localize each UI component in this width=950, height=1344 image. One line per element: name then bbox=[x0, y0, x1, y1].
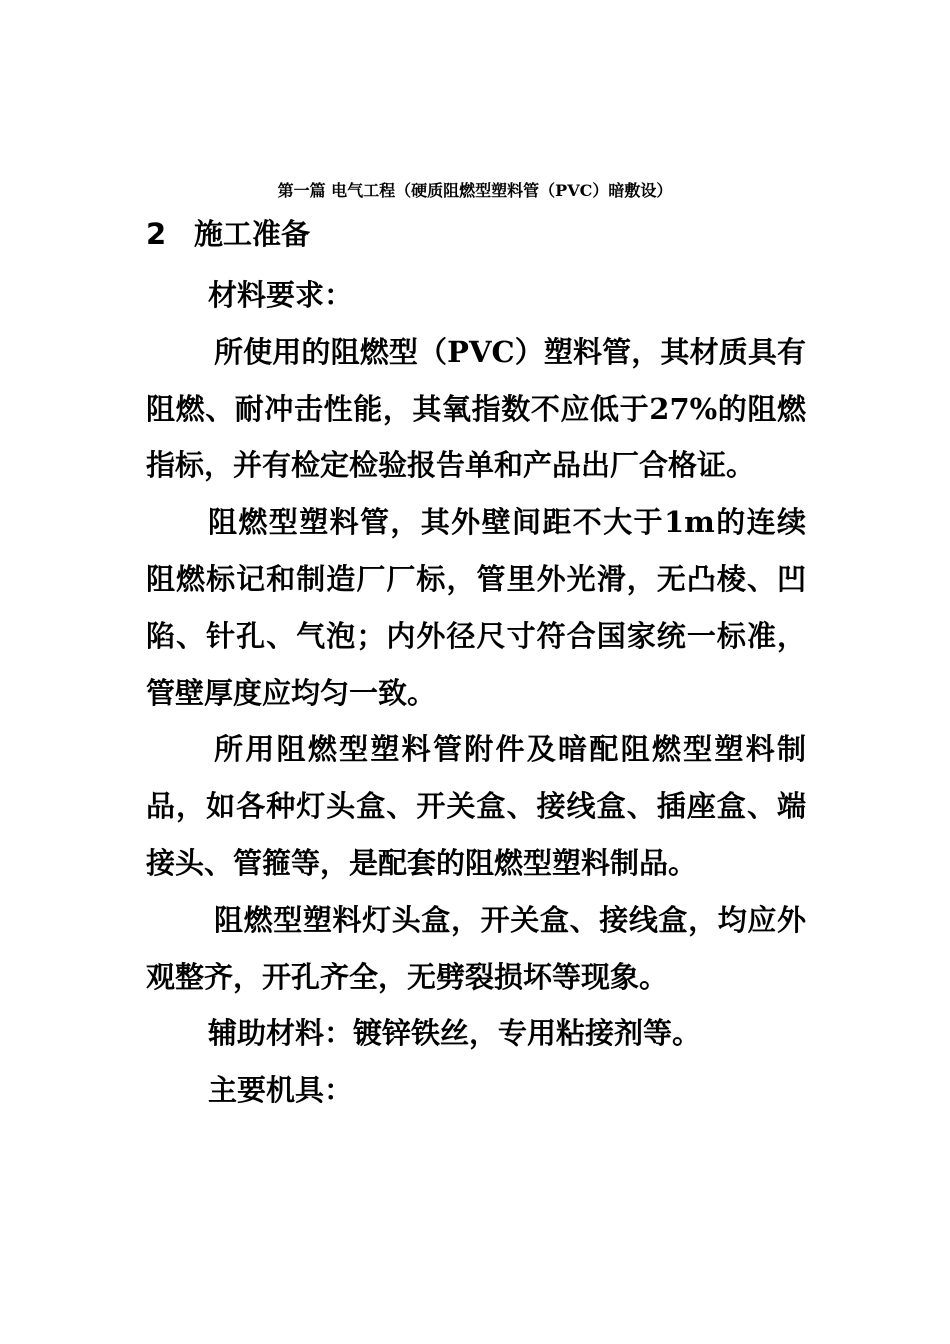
section-title: 施工准备 bbox=[194, 217, 311, 251]
section-heading bbox=[146, 214, 310, 254]
paragraph-main-tools: 主要机具： bbox=[208, 1073, 354, 1108]
body-text bbox=[146, 267, 806, 1119]
paragraph-boxes-appearance: 阻燃型塑料灯头盒，开关盒、接线盒，均应外观整齐，开孔齐全，无劈裂损坏等现象。 bbox=[146, 902, 806, 994]
paragraph-pvc-pipe-material: 所使用的阻燃型（PVC）塑料管，其材质具有阻燃、耐冲击性能，其氧指数不应低于27%的阻燃指标，并有检定检验报告单和产品出厂合格证。 bbox=[146, 334, 806, 483]
running-header: 第一篇 电气工程（硬质阻燃型塑料管（PVC）暗敷设） bbox=[277, 181, 673, 200]
paragraph-pipe-markings: 阻燃型塑料管，其外壁间距不大于1m的连续阻燃标记和制造厂厂标，管里外光滑，无凸棱、凹陷、针孔、气泡；内外径尺寸符合国家统一标准，管壁厚度应均匀一致。 bbox=[146, 505, 806, 710]
paragraph-pipe-fittings: 所用阻燃型塑料管附件及暗配阻燃型塑料制品，如各种灯头盒、开关盒、接线盒、插座盒、端接头、管箍等，是配套的阻燃型塑料制品。 bbox=[146, 732, 806, 880]
paragraph-auxiliary-materials: 辅助材料：镀锌铁丝，专用粘接剂等。 bbox=[208, 1016, 702, 1051]
section-number: 2 bbox=[146, 217, 167, 251]
paragraph-material-requirements: 材料要求： bbox=[208, 278, 354, 312]
